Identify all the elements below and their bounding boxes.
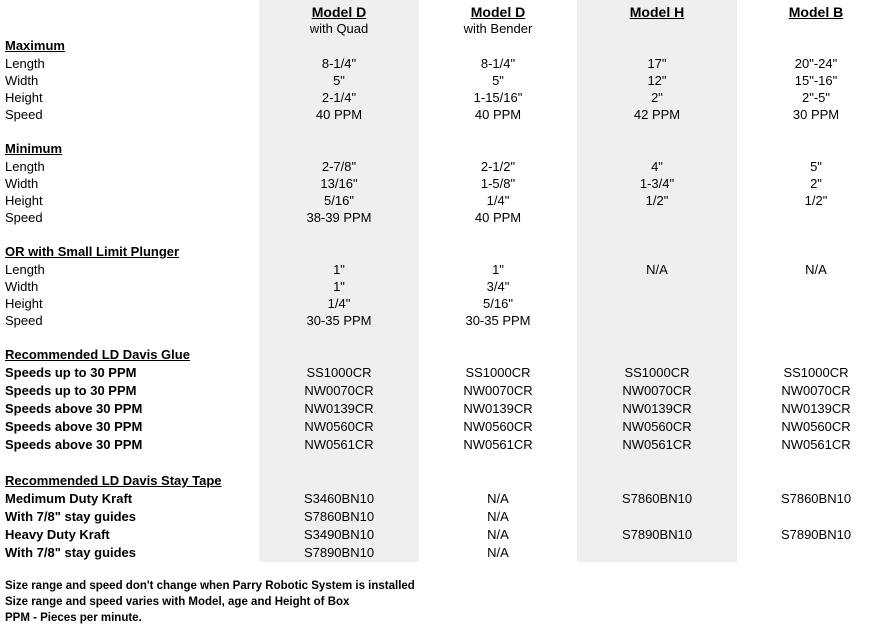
table-row	[0, 175, 893, 193]
section-title: Recommended LD Davis Stay Tape	[5, 473, 222, 488]
row-label: Width	[5, 279, 39, 294]
cell-value: 1/4"	[486, 193, 510, 208]
cell-value: 2-1/2"	[480, 159, 516, 174]
column-header-row	[0, 3, 893, 21]
table-row	[0, 418, 893, 436]
cell-value: S7860BN10	[303, 509, 375, 524]
cell-value: 30-35 PPM	[465, 313, 531, 328]
cell-value: N/A	[805, 262, 827, 277]
cell-value: 1"	[333, 279, 345, 294]
cell-value: NW0561CR	[463, 437, 533, 452]
table-row	[0, 158, 893, 176]
row-label: Speeds above 30 PPM	[5, 419, 143, 434]
column-title: Model H	[629, 4, 685, 20]
column-title: Model D	[470, 4, 526, 20]
cell-value: NW0139CR	[304, 401, 374, 416]
cell-value: NW0560CR	[622, 419, 692, 434]
cell-value: 1/4"	[327, 296, 351, 311]
cell-value: S7890BN10	[780, 527, 852, 542]
row-label: Speed	[5, 313, 43, 328]
row-label: Speed	[5, 107, 43, 122]
cell-value: 3/4"	[486, 279, 510, 294]
cell-value: NW0139CR	[622, 401, 692, 416]
cell-value: NW0561CR	[622, 437, 692, 452]
cell-value: S3490BN10	[303, 527, 375, 542]
cell-value: NW0070CR	[781, 383, 851, 398]
row-label: Width	[5, 73, 39, 88]
row-label: Length	[5, 159, 45, 174]
cell-value: 17"	[647, 56, 667, 71]
cell-value: 40 PPM	[315, 107, 363, 122]
row-label: Height	[5, 90, 43, 105]
cell-value: NW0139CR	[463, 401, 533, 416]
cell-value: 2-1/4"	[321, 90, 357, 105]
cell-value: NW0561CR	[781, 437, 851, 452]
cell-value: 1"	[333, 262, 345, 277]
cell-value: 8-1/4"	[480, 56, 516, 71]
cell-value: N/A	[646, 262, 668, 277]
cell-value: S7860BN10	[621, 491, 693, 506]
cell-value: S3460BN10	[303, 491, 375, 506]
column-subtitle: with Bender	[463, 21, 533, 36]
row-label: Medimum Duty Kraft	[5, 491, 133, 506]
row-label: Length	[5, 56, 45, 71]
cell-value: 1"	[492, 262, 504, 277]
row-label: Height	[5, 296, 43, 311]
cell-value: 40 PPM	[474, 210, 522, 225]
table-row	[0, 261, 893, 279]
cell-value: 1-5/8"	[480, 176, 516, 191]
cell-value: 4"	[651, 159, 663, 174]
cell-value: 2"-5"	[801, 90, 831, 105]
cell-value: NW0070CR	[622, 383, 692, 398]
table-row	[0, 192, 893, 210]
cell-value: S7890BN10	[621, 527, 693, 542]
cell-value: NW0561CR	[304, 437, 374, 452]
cell-value: 5/16"	[483, 296, 513, 311]
cell-value: 42 PPM	[633, 107, 681, 122]
cell-value: NW0070CR	[463, 383, 533, 398]
cell-value: S7860BN10	[780, 491, 852, 506]
row-label: Speeds up to 30 PPM	[5, 383, 137, 398]
table-row	[0, 278, 893, 296]
row-label: Speeds up to 30 PPM	[5, 365, 137, 380]
section-heading-stay-tape	[0, 472, 893, 490]
cell-value: NW0070CR	[304, 383, 374, 398]
cell-value: N/A	[487, 491, 509, 506]
column-title: Model B	[788, 4, 844, 20]
cell-value: N/A	[487, 509, 509, 524]
table-row	[0, 400, 893, 418]
section-title: Maximum	[5, 38, 65, 53]
cell-value: 5"	[333, 73, 345, 88]
cell-value: NW0560CR	[304, 419, 374, 434]
section-heading-glue	[0, 346, 893, 364]
table-row	[0, 490, 893, 508]
cell-value: N/A	[487, 527, 509, 542]
cell-value: 13/16"	[320, 176, 358, 191]
row-label: With 7/8" stay guides	[5, 545, 137, 560]
table-row	[0, 55, 893, 73]
column-subtitle: with Quad	[309, 21, 369, 36]
row-label: Speed	[5, 210, 43, 225]
table-row	[0, 382, 893, 400]
cell-value: 1-3/4"	[639, 176, 675, 191]
table-row	[0, 295, 893, 313]
table-row	[0, 364, 893, 382]
cell-value: 40 PPM	[474, 107, 522, 122]
cell-value: 30-35 PPM	[306, 313, 372, 328]
row-label: Heavy Duty Kraft	[5, 527, 110, 542]
cell-value: 1/2"	[645, 193, 669, 208]
cell-value: S7890BN10	[303, 545, 375, 560]
table-row	[0, 526, 893, 544]
cell-value: 2"	[651, 90, 663, 105]
cell-value: SS1000CR	[465, 365, 531, 380]
section-title: OR with Small Limit Plunger	[5, 244, 180, 259]
section-title: Recommended LD Davis Glue	[5, 347, 190, 362]
cell-value: 5"	[492, 73, 504, 88]
cell-value: NW0560CR	[781, 419, 851, 434]
section-title: Minimum	[5, 141, 63, 156]
table-row	[0, 508, 893, 526]
cell-value: 8-1/4"	[321, 56, 357, 71]
row-label: Width	[5, 176, 39, 191]
cell-value: SS1000CR	[306, 365, 372, 380]
cell-value: 2"	[810, 176, 822, 191]
cell-value: 1/2"	[804, 193, 828, 208]
column-title: Model D	[311, 4, 367, 20]
table-row	[0, 544, 893, 562]
table-row	[0, 436, 893, 454]
cell-value: NW0139CR	[781, 401, 851, 416]
footnote: Size range and speed varies with Model, age and Height of Box	[5, 596, 350, 608]
cell-value: 30 PPM	[792, 107, 840, 122]
row-label: Speeds above 30 PPM	[5, 437, 143, 452]
row-label: Height	[5, 193, 43, 208]
table-row	[0, 209, 893, 227]
table-row	[0, 89, 893, 107]
section-heading-maximum	[0, 37, 893, 55]
row-label: With 7/8" stay guides	[5, 509, 137, 524]
section-heading-minimum	[0, 140, 893, 158]
column-subheader-row	[0, 20, 893, 38]
cell-value: 1-15/16"	[473, 90, 523, 105]
cell-value: 38-39 PPM	[306, 210, 372, 225]
cell-value: N/A	[487, 545, 509, 560]
cell-value: SS1000CR	[783, 365, 849, 380]
cell-value: 5/16"	[324, 193, 354, 208]
table-row	[0, 312, 893, 330]
row-label: Length	[5, 262, 45, 277]
row-label: Speeds above 30 PPM	[5, 401, 143, 416]
cell-value: 15"-16"	[794, 73, 838, 88]
footnote: Size range and speed don't change when Parry Robotic System is installed	[5, 580, 415, 592]
cell-value: 20"-24"	[794, 56, 838, 71]
footnote: PPM - Pieces per minute.	[5, 612, 142, 624]
cell-value: 12"	[647, 73, 667, 88]
cell-value: SS1000CR	[624, 365, 690, 380]
table-row	[0, 72, 893, 90]
section-heading-small-limit-plunger	[0, 243, 893, 261]
table-row	[0, 106, 893, 124]
cell-value: NW0560CR	[463, 419, 533, 434]
cell-value: 2-7/8"	[321, 159, 357, 174]
cell-value: 5"	[810, 159, 822, 174]
